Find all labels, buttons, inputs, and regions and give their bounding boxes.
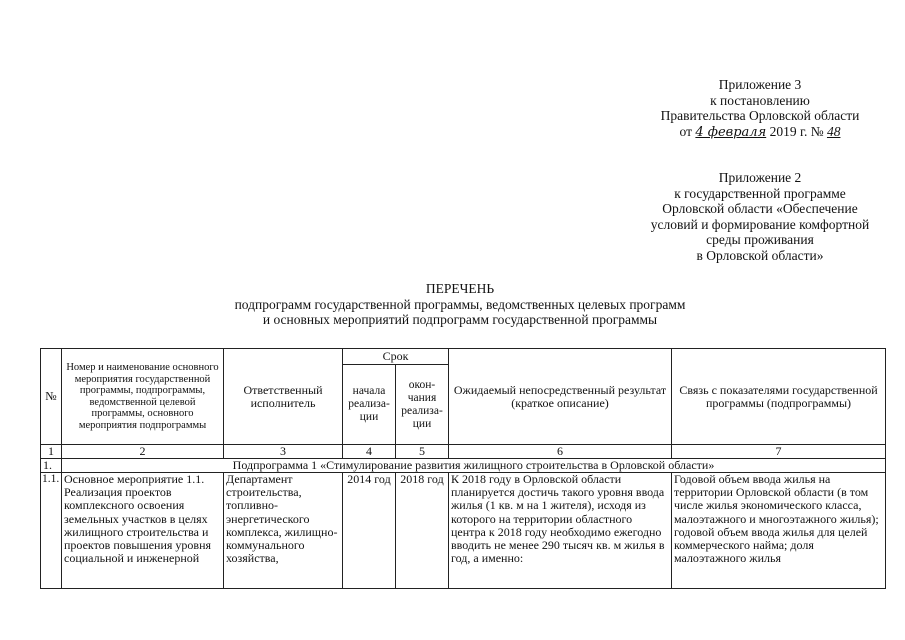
col-number: 3	[224, 445, 343, 459]
appendix-3-line: Правительства Орловской области	[660, 108, 860, 123]
row-link: Годовой объем ввода жилья на территории Орловской области (в том числе жилья экономического класса, малоэтажного и многоэтажного жилья); годовой объем ввода жилья для целей коммерческого найма; доля малоэтажного жилья	[672, 473, 886, 589]
header-executor: Ответственный исполнитель	[224, 349, 343, 445]
appendix-2-line: в Орловской области»	[696, 247, 824, 263]
row-result: К 2018 году в Орловской области планируется достичь такого уровня ввода жилья (1 кв. м на 1 жителя), исходя из которого на территории областного центра к 2018 году необходимо ежегодно вводить не менее 290 тысяч кв. м жилья в год, а именно:	[449, 473, 672, 589]
col-number: 2	[62, 445, 224, 459]
subprogram-row	[41, 459, 886, 473]
row-end: 2018 год	[396, 473, 449, 589]
table-row	[41, 473, 886, 589]
row-executor: Департамент строительства, топливно-энергетического комплекса, жилищно-коммунального хозяйства,	[224, 473, 343, 589]
appendix-2-line: к государственной программе	[674, 185, 846, 201]
header-link: Связь с показателями государственной программы (подпрограммы)	[672, 349, 886, 445]
year-text: 2019 г. №	[769, 123, 824, 139]
appendix-3-block	[640, 77, 880, 140]
subprogram-num: 1.	[41, 459, 62, 473]
appendix-2-block	[625, 170, 895, 263]
handwritten-number: 48	[826, 123, 841, 139]
appendix-2-line: Орловской области «Обеспечение	[662, 201, 858, 216]
appendix-3-line: Приложение 3	[718, 77, 802, 92]
handwritten-date: 4 февраля	[695, 124, 767, 140]
subprogram-title: Подпрограмма 1 «Стимулирование развития жилищного строительства в Орловской области»	[62, 459, 886, 473]
title-line: подпрограмм государственной программы, ведомственных целевых программ	[234, 296, 686, 312]
column-numbers-row	[41, 445, 886, 459]
programs-table	[40, 348, 886, 589]
col-number: 6	[449, 445, 672, 459]
row-num: 1.1.	[41, 473, 62, 589]
header-start: начала реализа-ции	[343, 365, 396, 445]
row-name: Основное мероприятие 1.1. Реализация проектов комплексного освоения земельных участков в целях жилищного строительства и проектов повышения уровня социальной и инженерной	[62, 473, 224, 589]
header-period: Срок	[343, 349, 449, 365]
col-number: 7	[672, 445, 886, 459]
appendix-3-line: к постановлению	[710, 92, 810, 108]
appendix-3-date-line	[640, 124, 880, 141]
col-number: 1	[41, 445, 62, 459]
row-start: 2014 год	[343, 473, 396, 589]
header-result: Ожидаемый непосредственный результат (краткое описание)	[449, 349, 672, 445]
header-name: Номер и наименование основного мероприятия государственной программы, подпрограммы, ведомственной целевой программы, основного мероприятия подпрограммы	[62, 349, 224, 445]
col-number: 4	[343, 445, 396, 459]
date-prefix: от	[679, 123, 693, 139]
appendix-2-line: условий и формирование комфортной	[650, 216, 870, 232]
col-number: 5	[396, 445, 449, 459]
title-line: и основных мероприятий подпрограмм государственной программы	[262, 312, 658, 327]
document-title	[100, 281, 820, 328]
header-end: окон-чания реализа-ции	[396, 365, 449, 445]
appendix-2-line: Приложение 2	[718, 170, 802, 185]
appendix-2-line: среды проживания	[706, 232, 814, 247]
header-num: №	[41, 349, 62, 445]
title-heading: ПЕРЕЧЕНЬ	[425, 281, 495, 296]
